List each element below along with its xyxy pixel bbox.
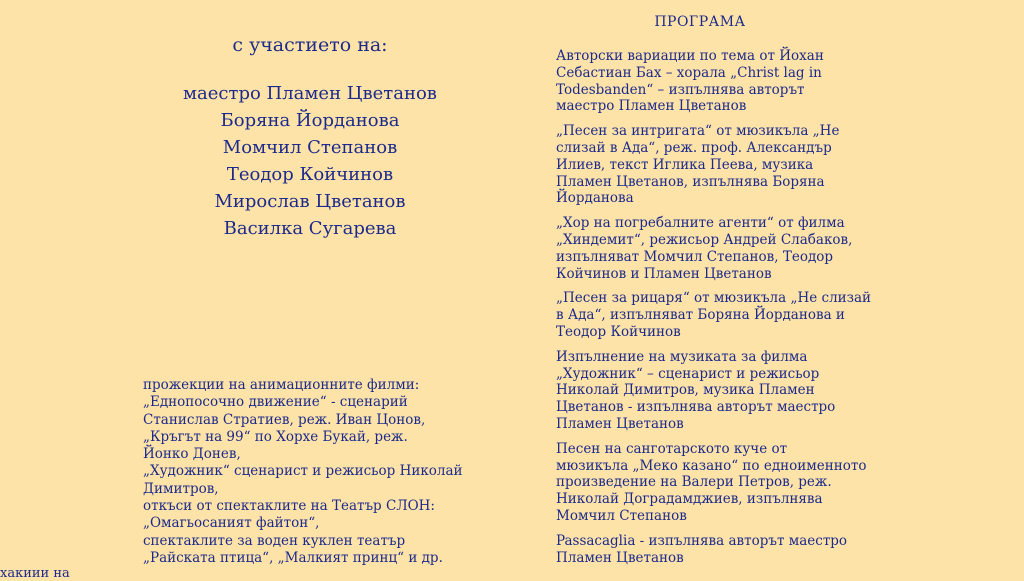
program-line: „Художник“ – сценарист и режисьор [556,365,820,382]
participant-name: Теодор Койчинов [226,164,394,185]
program-line: маестро Пламен Цветанов [556,98,747,115]
participants-list [150,80,470,242]
program-line: Авторски вариации по тема от Йохан [556,48,824,64]
screenings-line: прожекции на анимационните филми: [143,377,420,393]
program-title: ПРОГРАМА [654,14,746,30]
participant-name: Боряна Йорданова [220,110,400,131]
program-line: Койчинов и Пламен Цветанов [556,265,772,282]
program-item [556,48,886,115]
program-line: „Хиндемит“, режисьор Андрей Слабаков, [556,231,853,248]
program-item [556,441,886,525]
program-line: Николай Димитров, музика Пламен [556,382,815,399]
program-item [556,533,886,567]
program-line: в Ада“, изпълняват Боряна Йорданова и [556,307,845,324]
program-line: Пламен Цветанов, изпълнява Боряна [556,173,825,190]
cut-off-text: хакиии на [0,566,70,581]
program-line: Песен на санготарското куче от [556,440,788,457]
participant-name: Василка Сугарева [223,218,397,239]
program-line: Изпълнение на музиката за филма [556,348,808,365]
program-list [556,48,886,574]
program-item [556,349,886,433]
program-line: Илиев, текст Иглика Пеева, музика [556,156,814,173]
participant-name: маестро Пламен Цветанов [183,83,437,104]
screenings-line: спектаклите за воден куклен театър [143,532,406,549]
program-line: „Хор на погребалните агенти“ от филма [556,215,845,232]
program-line: Пламен Цветанов [556,549,684,566]
program-line: Йорданова [556,190,634,207]
program-line: Николай Доградамджиев, изпълнява [556,491,823,508]
screenings-line: откъси от спектаклите на Театър СЛОН: [143,498,435,515]
screenings-line: Димитров, [143,480,219,497]
program-line: произведение на Валери Петров, реж. [556,474,832,491]
participant-name: Момчил Степанов [222,137,398,158]
screenings-line: „Райската птица“, „Малкият принц“ и др. [143,549,443,566]
program-line: Пламен Цветанов [556,415,684,432]
program-item [556,290,886,340]
program-line: мюзикъла „Меко казано“ по едноименното [556,457,867,474]
program-line: „Песен за интригата“ от мюзикъла „Не [556,123,840,140]
program-line: Passacaglia - изпълнява авторът маестро [556,532,848,549]
screenings-text [143,377,493,567]
screenings-line: „Кръгът на 99“ по Хорхе Букай, реж. [143,428,408,445]
participant-name: Мирослав Цветанов [214,191,406,212]
program-item [556,215,886,282]
program-line: Теодор Койчинов [556,323,681,340]
screenings-line: Станислав Стратиев, реж. Иван Цонов, [143,411,426,428]
program-line: Момчил Степанов [556,507,687,524]
program-line: Цветанов - изпълнява авторът маестро [556,399,836,416]
screenings-line: „Омагьосаният файтон“, [143,515,320,532]
program-line: Себастиан Бах – хорала „Christ lag in [556,64,822,81]
program-line: „Песен за рицаря“ от мюзикъла „Не слизай [556,290,872,307]
program-line: изпълняват Момчил Степанов, Теодор [556,248,834,265]
screenings-line: „Еднопосочно движение“ - сценарий [143,394,408,411]
program-item [556,123,886,207]
screenings-line: Йонко Донев, [143,446,241,463]
program-line: слизай в Ада“, реж. проф. Александър [556,139,832,156]
screenings-line: „Художник“ сценарист и режисьор Николай [143,463,463,480]
participants-heading: с участието на: [232,34,388,56]
program-line: Todesbanden“ – изпълнява авторът [556,81,805,98]
